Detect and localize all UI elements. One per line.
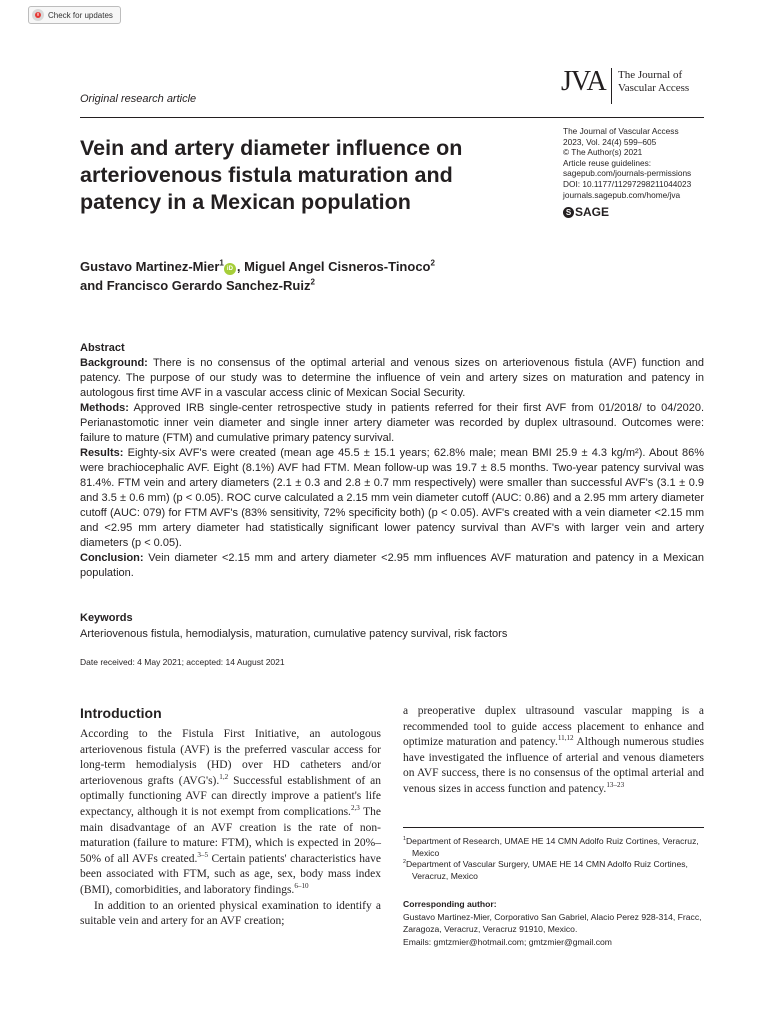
background-text: There is no consensus of the optimal arterial and venous sizes on arteriovenous fistula (AVF) function and patency. The purpose of our study was to determine the influence of vein and artery sizes on maturation and patency in autologous first time AVF in a vascular access clinic of Mexican Social Security. (80, 357, 704, 399)
body-text: a preoperative duplex ultrasound vascular mapping is a recommended tool to guide access placement to enhance and optimize maturation and patency. (403, 705, 704, 749)
affiliation-number: 2 (403, 859, 406, 866)
journal-meta-line: © The Author(s) 2021 (563, 147, 643, 158)
results-text: Eighty-six AVF's were created (mean age 45.5 ± 15.1 years; 62.8% male; mean BMI 25.9 ± 4.3 kg/m²). About 86% were brachiocephalic AVF. Eight (8.1%) AVF had FTM. Mean follow-up was 19.7 ± 8.5 months. Two-year patency survival was 81.4%. FTM vein and artery diameters (2.1 ± 0.3 and 2.8 ± 0.7 mm respectively) were smaller than successful AVF's (3.1 ± 0.9 and 3.5 ± 0.6 mm) (p < 0.05). ROC curve calculated a 2.15 mm vein diameter cutoff (AUC: 0.86) and a 2.95 mm artery diameter cutoff (AUC: 079) for FTM AVF's (83% sensitivity, 72% specificity both) (p < 0.05). AVF's created with a vein diameter <2.15 mm and <2.95 mm artery diameter had statistically significant lower patency survival than AVF's with larger vein and artery diameters (p < 0.05). (80, 447, 704, 549)
footnote-divider (403, 827, 704, 828)
affiliation-text: Department of Research, UMAE HE 14 CMN Adolfo Ruiz Cortines, Veracruz, Mexico (405, 836, 699, 858)
abstract (80, 341, 704, 581)
journal-home-link[interactable]: journals.sagepub.com/home/jva (563, 189, 681, 200)
doi-link[interactable]: DOI: 10.1177/11297298211044023 (563, 178, 692, 189)
methods-text: Approved IRB single-center retrospective study in patients referred for their first AVF from 01/2018/ to 04/2020. Perianastomotic inner vein diameter and single inner artery diameter was recorded by duplex ultrasound. Outcomes were: failure to mature (FTM) and cumulative primary patency survival. (80, 402, 704, 444)
citation-ref[interactable]: 6–10 (294, 882, 309, 891)
citation-ref[interactable]: 2,3 (350, 804, 360, 813)
methods-label: Methods: (80, 402, 129, 414)
corresponding-author (403, 898, 708, 948)
permissions-link[interactable]: sagepub.com/journals-permissions (563, 168, 692, 179)
author-list (80, 257, 720, 295)
journal-name-line: The Journal of (618, 69, 683, 81)
article-type: Original research article (80, 93, 197, 105)
background-label: Background: (80, 357, 148, 369)
corresponding-author-heading: Corresponding author: (403, 899, 497, 909)
corresponding-author-address: Gustavo Martinez-Mier, Corporativo San Gabriel, Alacio Perez 928-314, Fracc, Zaragoza, Veracruz, Veracruz 91910, Mexico. (403, 911, 702, 935)
affiliation-text: Department of Vascular Surgery, UMAE HE 14 CMN Adolfo Ruiz Cortines, Veracruz, Mexico (405, 859, 688, 881)
abstract-conclusion (80, 551, 704, 581)
received-accepted-dates: Date received: 4 May 2021; accepted: 14 August 2021 (80, 657, 285, 667)
body-paragraph (403, 704, 704, 798)
body-text: According to the Fistula First Initiative, an autologous arteriovenous fistula (AVF) is the preferred vascular access for long-term hemodialysis (HD) over HD catheters and/or arteriovenous grafts (AVG's). (80, 728, 381, 787)
author-affiliation-ref: 1 (219, 258, 224, 268)
body-column-right (403, 704, 704, 798)
affiliations (403, 836, 708, 882)
body-text: Certain patients' characteristics have been associated with FTM, such as age, sex, body mass index (BMI), comorbidities, and laboratory findings. (80, 852, 381, 896)
affiliation-number: 1 (403, 836, 406, 843)
journal-name-line: Vascular Access (618, 82, 690, 94)
journal-logo-divider (611, 68, 612, 104)
introduction-heading: Introduction (80, 705, 162, 721)
author-separator: , (236, 259, 245, 274)
author-name[interactable]: Francisco Gerardo Sanchez-Ruiz (106, 278, 311, 293)
corresponding-author-emails[interactable]: Emails: gmtzmier@hotmail.com; gmtzmier@gmail.com (403, 936, 612, 947)
keywords-section (80, 610, 704, 642)
body-column-left (80, 727, 381, 930)
abstract-heading: Abstract (80, 342, 125, 354)
journal-meta-line: 2023, Vol. 24(4) 599–605 (563, 136, 657, 147)
sage-mark-icon: S (563, 207, 574, 218)
abstract-results (80, 446, 704, 551)
sage-wordmark: SAGE (575, 205, 610, 219)
conclusion-label: Conclusion: (80, 552, 144, 564)
check-for-updates-button[interactable] (28, 6, 121, 24)
journal-abbreviation: JVA (561, 66, 606, 97)
body-paragraph: In addition to an oriented physical examination to identify a suitable vein and artery for an AVF creation; (80, 899, 381, 928)
results-label: Results: (80, 447, 124, 459)
citation-ref[interactable]: 3–5 (197, 850, 209, 859)
body-text: The main disadvantage of an AVF creation is the rate of non-maturation (failure to mature: FTM), which is expected in 20%–50% of all AVFs created. (80, 805, 382, 865)
author-affiliation-ref: 2 (430, 258, 435, 268)
body-text: Successful establishment of an optimally functioning AVF can directly improve a patient's life expectancy, although it is not exempt from complications. (80, 774, 381, 818)
abstract-methods (80, 401, 704, 446)
author-conjunction: and (80, 278, 107, 293)
author-name[interactable]: Gustavo Martinez-Mier (80, 259, 220, 274)
keywords-heading: Keywords (80, 612, 133, 624)
conclusion-text: Vein diameter <2.15 mm and artery diameter <2.95 mm influences AVF maturation and patency in a Mexican population. (80, 552, 704, 579)
body-text: Although numerous studies have investigated the influence of arterial and venous diameters on AVF success, there is no consensus of the optimal arterial and venous sizes in access function and patency. (403, 736, 704, 795)
journal-metadata (563, 126, 691, 200)
author-name[interactable]: Miguel Angel Cisneros-Tinoco (244, 259, 431, 274)
citation-ref[interactable]: 1,2 (219, 772, 229, 781)
body-paragraph (80, 727, 381, 899)
orcid-icon[interactable]: iD (224, 263, 236, 275)
abstract-background (80, 356, 704, 401)
author-affiliation-ref: 2 (310, 277, 315, 287)
update-badge-icon (32, 9, 44, 21)
article-title: Vein and artery diameter influence on arteriovenous fistula maturation and patency in a Mexican population (80, 136, 463, 214)
citation-ref[interactable]: 13–23 (606, 781, 625, 790)
affiliation-item (403, 836, 708, 859)
sage-logo (563, 205, 609, 219)
journal-name (618, 69, 708, 95)
keywords-list: Arteriovenous fistula, hemodialysis, maturation, cumulative patency survival, risk factors (80, 628, 508, 640)
journal-meta-line: The Journal of Vascular Access (563, 126, 679, 136)
check-for-updates-label: Check for updates (48, 10, 113, 20)
header-divider (80, 117, 704, 118)
citation-ref[interactable]: 11,12 (557, 734, 574, 743)
affiliation-item (403, 859, 708, 882)
journal-meta-line: Article reuse guidelines: (563, 157, 652, 168)
